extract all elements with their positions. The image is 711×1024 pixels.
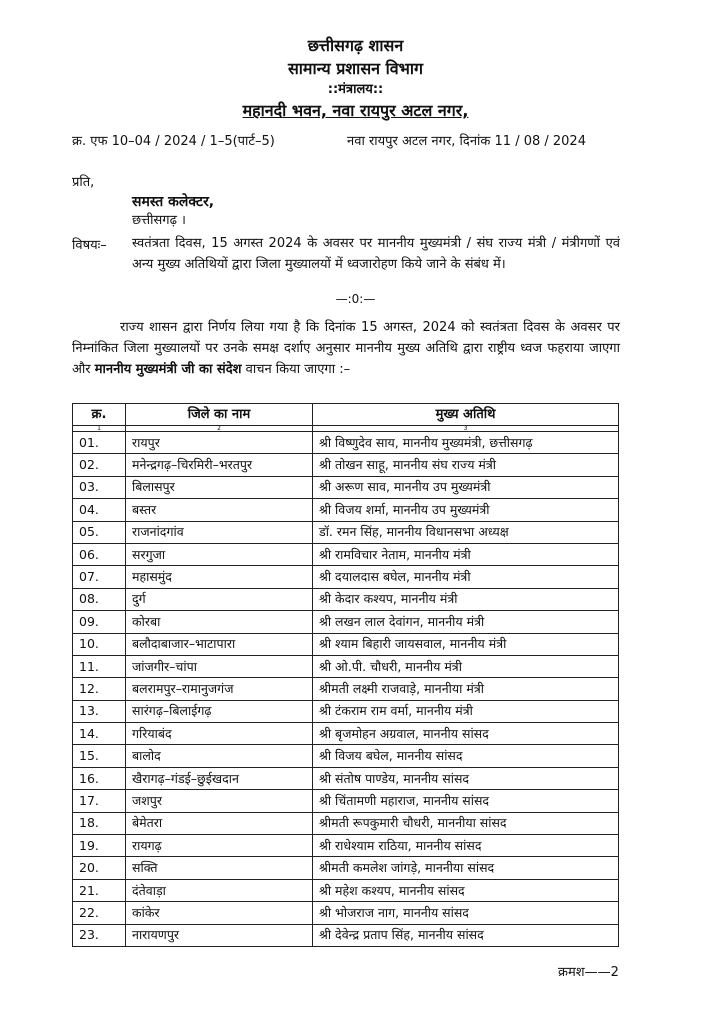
chief-guest-cell: डॉ. रमन सिंह, माननीय विधानसभा अध्यक्ष	[313, 521, 619, 543]
chief-guest-cell: श्री दयालदास बघेल, माननीय मंत्री	[313, 566, 619, 588]
header-ministry: ::मंत्रालय::	[327, 82, 384, 97]
district-cell: नारायणपुर	[126, 924, 313, 946]
chief-guest-cell: श्री बृजमोहन अग्रवाल, माननीय सांसद	[313, 723, 619, 745]
district-cell: मनेन्द्रगढ़–चिरमिरी–भरतपुर	[126, 454, 313, 476]
serial-cell: 21.	[73, 879, 126, 901]
chief-guest-cell: श्री राधेश्याम राठिया, माननीय सांसद	[313, 835, 619, 857]
recipient-title: समस्त कलेक्टर,	[132, 194, 215, 210]
chief-guest-cell: श्रीमती कमलेश जांगड़े, माननीया सांसद	[313, 857, 619, 879]
column-number: 1	[73, 426, 126, 432]
chief-guest-cell: श्री महेश कश्यप, माननीय सांसद	[313, 879, 619, 901]
table-row	[73, 879, 619, 901]
district-cell: महासमुंद	[126, 566, 313, 588]
serial-cell: 06.	[73, 543, 126, 565]
district-cell: बिलासपुर	[126, 476, 313, 498]
table-row	[73, 633, 619, 655]
chief-guest-cell: श्री संतोष पाण्डेय, माननीय सांसद	[313, 767, 619, 789]
serial-cell: 14.	[73, 723, 126, 745]
column-number: 2	[126, 426, 313, 432]
chief-guest-cell: श्री लखन लाल देवांगन, माननीय मंत्री	[313, 611, 619, 633]
table-row	[73, 432, 619, 454]
reference-number: क्र. एफ 10–04 / 2024 / 1–5(पार्ट–5)	[72, 134, 275, 149]
header-address: महानदी भवन, नवा रायपुर अटल नगर,	[242, 101, 469, 120]
serial-cell: 05.	[73, 521, 126, 543]
district-cell: जांजगीर–चांपा	[126, 655, 313, 677]
serial-cell: 23.	[73, 924, 126, 946]
separator: —:0:—	[335, 292, 376, 306]
district-cell: सक्ति	[126, 857, 313, 879]
header-chief-guest: मुख्य अतिथि	[313, 404, 619, 426]
chief-guest-cell: श्री भोजराज नाग, माननीय सांसद	[313, 902, 619, 924]
district-cell: सारंगढ़–बिलाईगढ़	[126, 700, 313, 722]
table-row	[73, 745, 619, 767]
table-row	[73, 499, 619, 521]
district-cell: रायपुर	[126, 432, 313, 454]
district-cell: जशपुर	[126, 790, 313, 812]
district-cell: कांकेर	[126, 902, 313, 924]
serial-cell: 17.	[73, 790, 126, 812]
body-bold-text: माननीय मुख्यमंत्री जी का संदेश	[94, 362, 242, 377]
chief-guest-cell: श्री देवेन्द्र प्रताप सिंह, माननीय सांसद	[313, 924, 619, 946]
serial-cell: 15.	[73, 745, 126, 767]
district-cell: बलौदाबाजार–भाटापारा	[126, 633, 313, 655]
district-cell: सरगुजा	[126, 543, 313, 565]
table-row	[73, 700, 619, 722]
district-cell: गरियाबंद	[126, 723, 313, 745]
serial-cell: 22.	[73, 902, 126, 924]
table-row	[73, 655, 619, 677]
serial-cell: 03.	[73, 476, 126, 498]
chief-guest-cell: श्री अरूण साव, माननीय उप मुख्यमंत्री	[313, 476, 619, 498]
serial-cell: 04.	[73, 499, 126, 521]
subject-label: विषयः–	[72, 238, 107, 253]
serial-cell: 19.	[73, 835, 126, 857]
chief-guest-cell: श्री चिंतामणी महाराज, माननीय सांसद	[313, 790, 619, 812]
table-row	[73, 767, 619, 789]
chief-guest-cell: श्रीमती रूपकुमारी चौधरी, माननीया सांसद	[313, 812, 619, 834]
district-cell: बलरामपुर–रामानुजगंज	[126, 678, 313, 700]
chief-guest-cell: श्रीमती लक्ष्मी राजवाड़े, माननीया मंत्री	[313, 678, 619, 700]
chief-guest-cell: श्री टंकराम राम वर्मा, माननीय मंत्री	[313, 700, 619, 722]
serial-cell: 07.	[73, 566, 126, 588]
table-row	[73, 476, 619, 498]
place-date: नवा रायपुर अटल नगर, दिनांक 11 / 08 / 2024	[347, 134, 586, 149]
district-guest-table	[72, 403, 619, 947]
serial-cell: 16.	[73, 767, 126, 789]
table-row	[73, 857, 619, 879]
table-row	[73, 812, 619, 834]
chief-guest-cell: श्री ओ.पी. चौधरी, माननीय मंत्री	[313, 655, 619, 677]
district-cell: बेमेतरा	[126, 812, 313, 834]
district-cell: दंतेवाड़ा	[126, 879, 313, 901]
table-row	[73, 924, 619, 946]
continuation-note: क्रमश——2	[558, 965, 619, 980]
body-text: राज्य शासन द्वारा निर्णय लिया गया है कि दिनांक 15 अगस्त, 2024 को स्वतंत्रता दिवस के अवसर पर निम्नांकित जिला मुख्यालयों पर उनके समक्ष दर्शाए अनुसार माननीय मुख्य अतिथि द्वारा राष्ट्रीय ध्वज फहराया जाएगा और	[72, 320, 620, 377]
serial-cell: 02.	[73, 454, 126, 476]
table-row	[73, 902, 619, 924]
serial-cell: 01.	[73, 432, 126, 454]
body-text-end: वाचन किया जाएगा :–	[241, 362, 351, 377]
chief-guest-cell: श्री केदार कश्यप, माननीय मंत्री	[313, 588, 619, 610]
table-row	[73, 454, 619, 476]
table-row	[73, 835, 619, 857]
table-row	[73, 588, 619, 610]
table-row	[73, 521, 619, 543]
chief-guest-cell: श्री रामविचार नेताम, माननीय मंत्री	[313, 543, 619, 565]
district-cell: राजनांदगांव	[126, 521, 313, 543]
serial-cell: 18.	[73, 812, 126, 834]
district-cell: रायगढ़	[126, 835, 313, 857]
table-row	[73, 543, 619, 565]
district-cell: दुर्ग	[126, 588, 313, 610]
district-cell: बस्तर	[126, 499, 313, 521]
table-row	[73, 790, 619, 812]
header-district: जिले का नाम	[126, 404, 313, 426]
serial-cell: 08.	[73, 588, 126, 610]
chief-guest-cell: श्री तोखन साहू, माननीय संघ राज्य मंत्री	[313, 454, 619, 476]
serial-cell: 20.	[73, 857, 126, 879]
district-cell: कोरबा	[126, 611, 313, 633]
serial-cell: 10.	[73, 633, 126, 655]
table-header-row	[73, 404, 619, 426]
chief-guest-cell: श्री विजय शर्मा, माननीय उप मुख्यमंत्री	[313, 499, 619, 521]
chief-guest-cell: श्री श्याम बिहारी जायसवाल, माननीय मंत्री	[313, 633, 619, 655]
serial-cell: 13.	[73, 700, 126, 722]
district-cell: बालोद	[126, 745, 313, 767]
table-row	[73, 566, 619, 588]
subject-text: स्वतंत्रता दिवस, 15 अगस्त 2024 के अवसर पर माननीय मुख्यमंत्री / संघ राज्य मंत्री / मंत्रीगणों एवं अन्य मुख्य अतिथियों द्वारा जिला मुख्यालयों में ध्वजारोहण किये जाने के संबंध में।	[132, 236, 620, 272]
serial-cell: 12.	[73, 678, 126, 700]
serial-cell: 09.	[73, 611, 126, 633]
recipient-prefix: प्रति,	[72, 175, 95, 190]
header-department: सामान्य प्रशासन विभाग	[287, 59, 424, 78]
serial-cell: 11.	[73, 655, 126, 677]
district-cell: खैरागढ़–गंडई–छुईखदान	[126, 767, 313, 789]
chief-guest-cell: श्री विष्णुदेव साय, माननीय मुख्यमंत्री, छत्तीसगढ़	[313, 432, 619, 454]
header-government: छत्तीसगढ़ शासन	[307, 36, 404, 55]
recipient-state: छत्तीसगढ़ ।	[132, 213, 186, 228]
header-serial: क्र.	[73, 404, 126, 426]
chief-guest-cell: श्री विजय बघेल, माननीय सांसद	[313, 745, 619, 767]
table-row	[73, 611, 619, 633]
table-row	[73, 678, 619, 700]
table-row	[73, 723, 619, 745]
column-number: 3	[313, 426, 619, 432]
body-paragraph	[72, 317, 620, 380]
